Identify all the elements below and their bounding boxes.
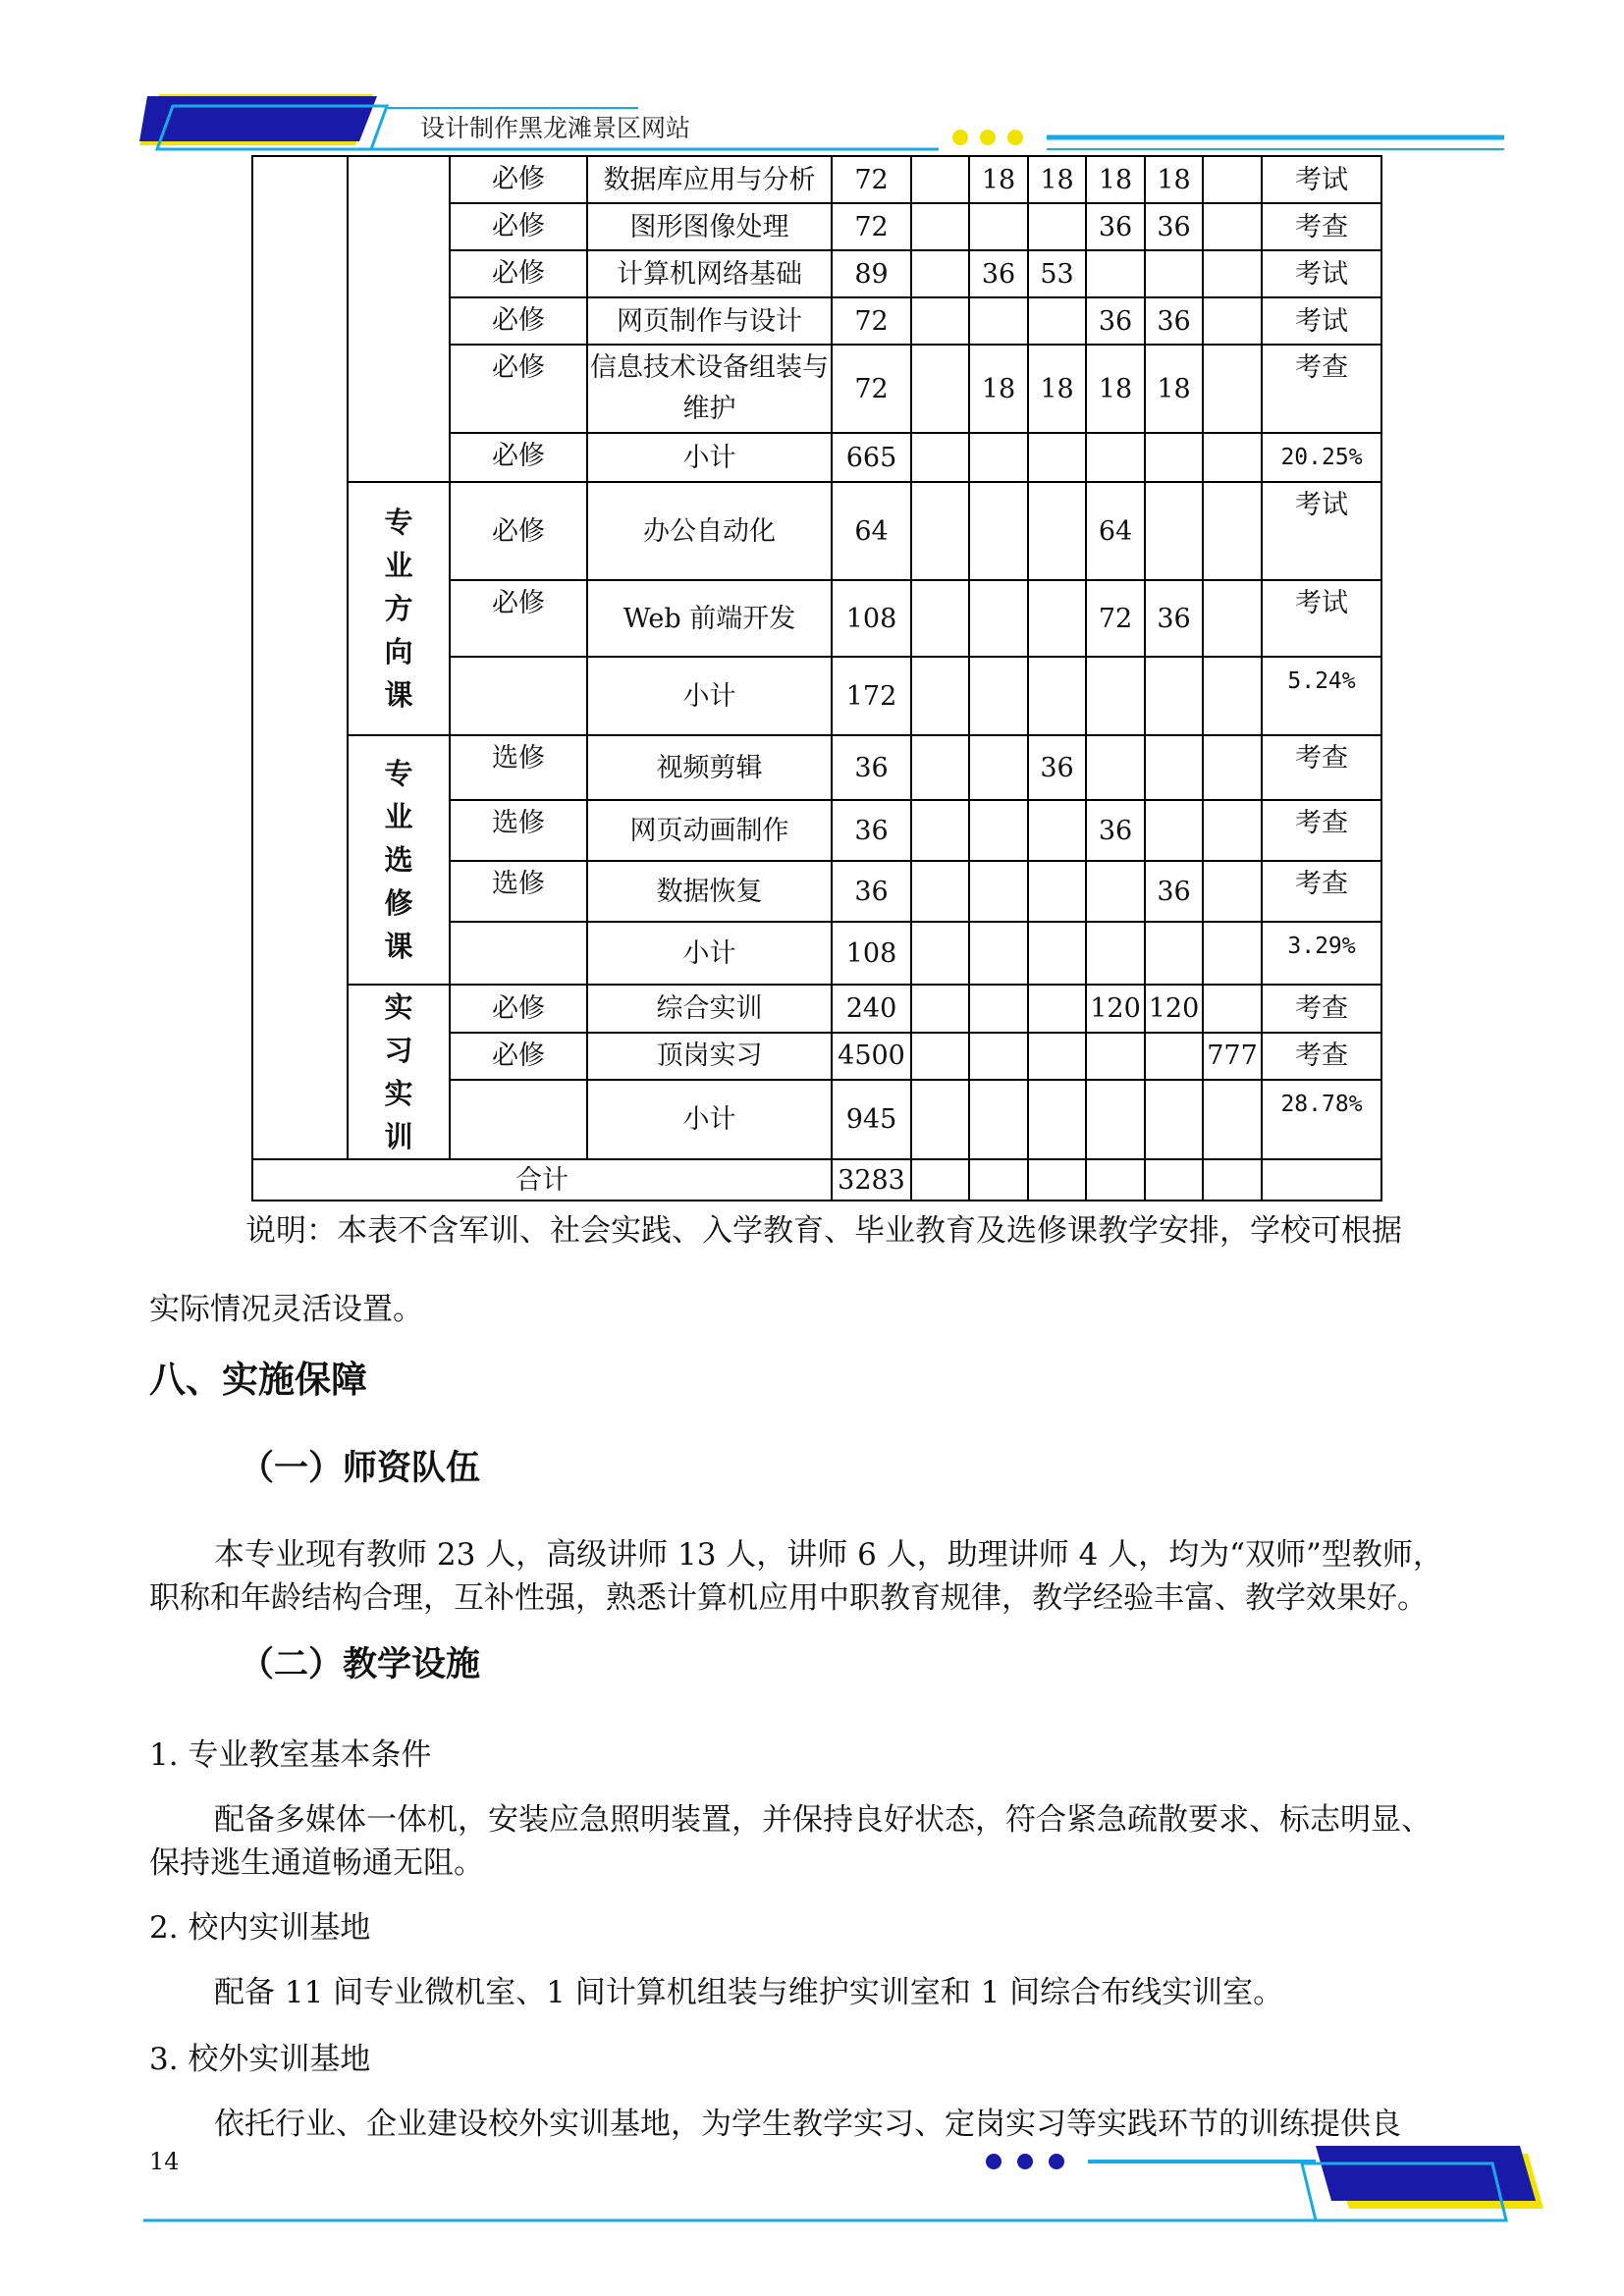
- paragraph-line: 依托行业、企业建设校外实训基地，为学生教学实习、定岗实习等实践环节的训练提供良: [214, 2107, 1401, 2142]
- semester-4-hours: [1086, 1080, 1145, 1159]
- course-name: 计算机网络基础: [587, 250, 832, 297]
- assessment: 考查: [1262, 800, 1381, 861]
- paragraph-line: 本专业现有教师 23 人，高级讲师 13 人，讲师 6 人，助理讲师 4 人，均为“双师”型教师，: [214, 1537, 1443, 1573]
- semester-4-hours: [1086, 735, 1145, 800]
- total-hours: 64: [832, 482, 911, 580]
- paragraph-line: 配备 11 间专业微机室、1 间计算机组装与维护实训室和 1 间综合布线实训室。: [214, 1975, 1284, 2010]
- total-hours: 945: [832, 1080, 911, 1159]
- semester-3-hours: 18: [1028, 156, 1086, 203]
- subtotal-percent: 28.78%: [1262, 1080, 1381, 1159]
- semester-6-hours: [1203, 580, 1262, 657]
- course-type: 必修: [450, 433, 587, 482]
- semester-5-hours: [1145, 1080, 1203, 1159]
- table-row: [252, 482, 1381, 580]
- total-hours: 89: [832, 250, 911, 297]
- semester-2-hours: [969, 1033, 1028, 1081]
- header-decoration: [0, 0, 1624, 177]
- empty-cell: [1145, 1159, 1203, 1201]
- total-hours: 172: [832, 657, 911, 735]
- semester-4-hours: 18: [1086, 156, 1145, 203]
- semester-6-hours: [1203, 203, 1262, 250]
- table-note-line-1: 说明：本表不含军训、社会实践、入学教育、毕业教育及选修课教学安排，学校可根据: [245, 1213, 1402, 1249]
- dot-icon: [1007, 130, 1023, 145]
- semester-5-hours: 18: [1145, 345, 1203, 433]
- empty-cell: [1028, 1159, 1086, 1201]
- table-total-row: [252, 1159, 1381, 1201]
- course-type: 必修: [450, 1033, 587, 1081]
- semester-2-hours: [969, 297, 1028, 345]
- dot-icon: [1017, 2154, 1033, 2169]
- semester-4-hours: 18: [1086, 345, 1145, 433]
- semester-3-hours: [1028, 922, 1086, 985]
- total-hours: 72: [832, 297, 911, 345]
- semester-5-hours: [1145, 657, 1203, 735]
- dot-icon: [1049, 2154, 1064, 2169]
- paragraph-line: 保持逃生通道畅通无阻。: [149, 1845, 484, 1881]
- semester-2-hours: [969, 433, 1028, 482]
- empty-cell: [911, 1159, 969, 1201]
- semester-2-hours: [969, 203, 1028, 250]
- semester-2-hours: [969, 1080, 1028, 1159]
- subcategory-cell: [348, 156, 450, 482]
- list-item-heading: 3. 校外实训基地: [149, 2042, 371, 2077]
- semester-4-hours: 36: [1086, 203, 1145, 250]
- semester-4-hours: 64: [1086, 482, 1145, 580]
- semester-2-hours: [969, 800, 1028, 861]
- semester-3-hours: 18: [1028, 345, 1086, 433]
- semester-2-hours: [969, 735, 1028, 800]
- empty-cell: [1262, 1159, 1381, 1201]
- assessment: 考查: [1262, 203, 1381, 250]
- semester-6-hours: [1203, 800, 1262, 861]
- semester-1-hours: [911, 345, 969, 433]
- course-name: 图形图像处理: [587, 203, 832, 250]
- list-item-heading: 2. 校内实训基地: [149, 1910, 371, 1946]
- empty-cell: [1203, 1159, 1262, 1201]
- semester-3-hours: [1028, 297, 1086, 345]
- assessment: 考查: [1262, 861, 1381, 922]
- semester-6-hours: [1203, 1080, 1262, 1159]
- semester-3-hours: [1028, 1033, 1086, 1081]
- semester-4-hours: 72: [1086, 580, 1145, 657]
- total-hours: 36: [832, 800, 911, 861]
- semester-5-hours: [1145, 800, 1203, 861]
- semester-1-hours: [911, 250, 969, 297]
- subtotal-percent: 20.25%: [1262, 433, 1381, 482]
- course-type: 必修: [450, 297, 587, 345]
- semester-1-hours: [911, 1033, 969, 1081]
- assessment: 考查: [1262, 985, 1381, 1033]
- course-name: 数据恢复: [587, 861, 832, 922]
- assessment: 考试: [1262, 580, 1381, 657]
- semester-2-hours: [969, 580, 1028, 657]
- semester-3-hours: [1028, 203, 1086, 250]
- group-label: 专业选修课: [348, 735, 450, 985]
- total-hours: 108: [832, 580, 911, 657]
- semester-6-hours: [1203, 985, 1262, 1033]
- assessment: 考查: [1262, 1033, 1381, 1081]
- total-hours: 108: [832, 922, 911, 985]
- semester-1-hours: [911, 1080, 969, 1159]
- course-type: 选修: [450, 800, 587, 861]
- semester-2-hours: 18: [969, 156, 1028, 203]
- semester-6-hours: [1203, 657, 1262, 735]
- course-name: 小计: [587, 922, 832, 985]
- category-cell: [252, 156, 348, 1159]
- assessment: 考查: [1262, 735, 1381, 800]
- page-number: 14: [149, 2148, 180, 2175]
- semester-1-hours: [911, 580, 969, 657]
- course-name: Web 前端开发: [587, 580, 832, 657]
- subsection-heading: （一）师资队伍: [240, 1449, 481, 1488]
- semester-4-hours: [1086, 1033, 1145, 1081]
- footer-decoration: [0, 2130, 1624, 2238]
- semester-2-hours: [969, 482, 1028, 580]
- semester-6-hours: 777: [1203, 1033, 1262, 1081]
- semester-4-hours: 36: [1086, 297, 1145, 345]
- paragraph-line: 职称和年龄结构合理，互补性强，熟悉计算机应用中职教育规律，教学经验丰富、教学效果好。: [149, 1580, 1428, 1616]
- total-hours: 72: [832, 345, 911, 433]
- semester-5-hours: 36: [1145, 297, 1203, 345]
- semester-5-hours: 36: [1145, 861, 1203, 922]
- total-hours: 240: [832, 985, 911, 1033]
- semester-6-hours: [1203, 433, 1262, 482]
- semester-2-hours: [969, 657, 1028, 735]
- course-type: 选修: [450, 861, 587, 922]
- course-type: 必修: [450, 156, 587, 203]
- subtotal-percent: 5.24%: [1262, 657, 1381, 735]
- course-type: 必修: [450, 203, 587, 250]
- group-label: 实习实训: [348, 985, 450, 1159]
- semester-5-hours: 36: [1145, 580, 1203, 657]
- semester-2-hours: 18: [969, 345, 1028, 433]
- semester-5-hours: 18: [1145, 156, 1203, 203]
- assessment: 考试: [1262, 250, 1381, 297]
- subtotal-percent: 3.29%: [1262, 922, 1381, 985]
- assessment: 考试: [1262, 156, 1381, 203]
- semester-3-hours: [1028, 1080, 1086, 1159]
- semester-3-hours: [1028, 985, 1086, 1033]
- semester-5-hours: [1145, 735, 1203, 800]
- total-hours: 3283: [832, 1159, 911, 1201]
- course-type: [450, 657, 587, 735]
- table-row: [252, 735, 1381, 800]
- empty-cell: [1086, 1159, 1145, 1201]
- semester-1-hours: [911, 657, 969, 735]
- semester-3-hours: [1028, 800, 1086, 861]
- semester-1-hours: [911, 203, 969, 250]
- total-hours: 36: [832, 861, 911, 922]
- semester-3-hours: [1028, 861, 1086, 922]
- total-label: 合计: [252, 1159, 832, 1201]
- course-name: 综合实训: [587, 985, 832, 1033]
- assessment: 考试: [1262, 482, 1381, 580]
- table-row: [252, 985, 1381, 1033]
- assessment: 考查: [1262, 345, 1381, 433]
- semester-4-hours: [1086, 861, 1145, 922]
- semester-1-hours: [911, 433, 969, 482]
- semester-4-hours: [1086, 922, 1145, 985]
- semester-1-hours: [911, 861, 969, 922]
- course-type: 必修: [450, 985, 587, 1033]
- semester-3-hours: [1028, 580, 1086, 657]
- list-item-heading: 1. 专业教室基本条件: [149, 1737, 432, 1773]
- semester-4-hours: 120: [1086, 985, 1145, 1033]
- assessment: 考试: [1262, 297, 1381, 345]
- semester-5-hours: [1145, 922, 1203, 985]
- course-type: [450, 1080, 587, 1159]
- course-type: 必修: [450, 250, 587, 297]
- group-label: 专业方向课: [348, 482, 450, 735]
- semester-6-hours: [1203, 250, 1262, 297]
- course-name: 小计: [587, 1080, 832, 1159]
- semester-6-hours: [1203, 735, 1262, 800]
- course-name: 顶岗实习: [587, 1033, 832, 1081]
- total-hours: 665: [832, 433, 911, 482]
- semester-3-hours: 53: [1028, 250, 1086, 297]
- table-row: [252, 156, 1381, 203]
- course-name: 数据库应用与分析: [587, 156, 832, 203]
- course-type: 必修: [450, 482, 587, 580]
- semester-6-hours: [1203, 297, 1262, 345]
- semester-5-hours: 36: [1145, 203, 1203, 250]
- semester-6-hours: [1203, 345, 1262, 433]
- header-title: 设计制作黑龙滩景区网站: [420, 114, 691, 142]
- total-hours: 4500: [832, 1033, 911, 1081]
- course-name: 网页动画制作: [587, 800, 832, 861]
- semester-1-hours: [911, 156, 969, 203]
- semester-6-hours: [1203, 156, 1262, 203]
- dot-icon: [980, 130, 996, 145]
- course-type: 必修: [450, 345, 587, 433]
- semester-3-hours: [1028, 433, 1086, 482]
- semester-1-hours: [911, 985, 969, 1033]
- semester-4-hours: [1086, 433, 1145, 482]
- semester-3-hours: 36: [1028, 735, 1086, 800]
- paragraph-line: 配备多媒体一体机，安装应急照明装置，并保持良好状态，符合紧急疏散要求、标志明显、: [214, 1802, 1432, 1838]
- course-type: [450, 922, 587, 985]
- course-name: 视频剪辑: [587, 735, 832, 800]
- semester-4-hours: [1086, 250, 1145, 297]
- dot-icon: [952, 130, 968, 145]
- semester-1-hours: [911, 735, 969, 800]
- course-name: 小计: [587, 657, 832, 735]
- semester-1-hours: [911, 482, 969, 580]
- semester-1-hours: [911, 800, 969, 861]
- course-name: 办公自动化: [587, 482, 832, 580]
- semester-2-hours: [969, 861, 1028, 922]
- course-type: 必修: [450, 580, 587, 657]
- course-name: 信息技术设备组装与维护: [587, 345, 832, 433]
- semester-6-hours: [1203, 482, 1262, 580]
- course-type: 选修: [450, 735, 587, 800]
- semester-1-hours: [911, 922, 969, 985]
- course-name: 网页制作与设计: [587, 297, 832, 345]
- semester-1-hours: [911, 297, 969, 345]
- course-name: 小计: [587, 433, 832, 482]
- semester-5-hours: 120: [1145, 985, 1203, 1033]
- curriculum-table: [251, 155, 1382, 1201]
- empty-cell: [969, 1159, 1028, 1201]
- semester-4-hours: 36: [1086, 800, 1145, 861]
- total-hours: 72: [832, 156, 911, 203]
- semester-2-hours: [969, 985, 1028, 1033]
- semester-5-hours: [1145, 482, 1203, 580]
- semester-3-hours: [1028, 657, 1086, 735]
- total-hours: 36: [832, 735, 911, 800]
- semester-3-hours: [1028, 482, 1086, 580]
- table-note-line-2: 实际情况灵活设置。: [149, 1292, 423, 1327]
- subsection-heading: （二）教学设施: [240, 1645, 481, 1684]
- semester-2-hours: [969, 922, 1028, 985]
- section-heading: 八、实施保障: [149, 1359, 367, 1401]
- semester-5-hours: [1145, 250, 1203, 297]
- total-hours: 72: [832, 203, 911, 250]
- semester-4-hours: [1086, 657, 1145, 735]
- semester-6-hours: [1203, 861, 1262, 922]
- semester-5-hours: [1145, 433, 1203, 482]
- semester-5-hours: [1145, 1033, 1203, 1081]
- semester-6-hours: [1203, 922, 1262, 985]
- semester-2-hours: 36: [969, 250, 1028, 297]
- dot-icon: [986, 2154, 1001, 2169]
